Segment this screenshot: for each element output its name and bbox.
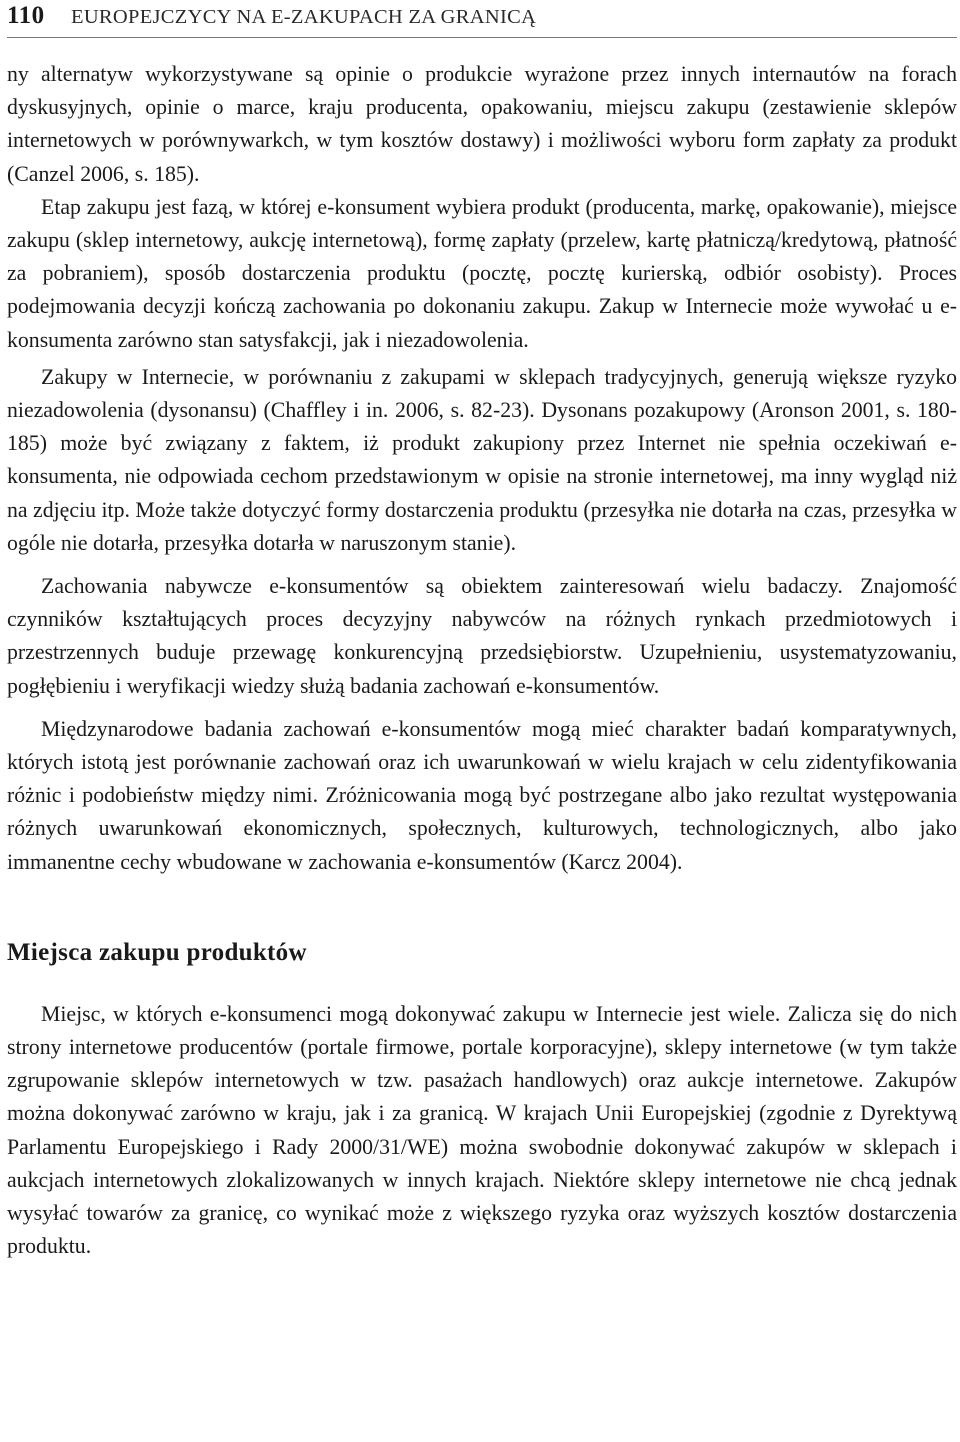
body-text — [7, 58, 957, 879]
book-page — [7, 0, 957, 1264]
running-header — [7, 0, 957, 38]
paragraph-dissonance: Zakupy w Internecie, w porównaniu z zakupami w sklepach tradycyjnych, generują większe ryzyko niezadowolenia (dysonansu) (Chaffley i in. 2006, s. 82-23). Dysonans pozakupowy (Aronson 2001, s. 180-185) może być związany z faktem, iż produkt zakupiony przez Internet nie spełnia oczekiwań e-konsumenta, nie odpowiada cechom przedstawionym w opisie na stronie internetowej, ma inny wygląd niż na zdjęciu itp. Może także dotyczyć formy dostarczenia produktu (przesyłka nie dotarła na czas, przesyłka w ogóle nie dotarła, przesyłka dotarła w naruszonym stanie). — [7, 364, 957, 555]
paragraph-purchase-places: Miejsc, w których e-konsumenci mogą dokonywać zakupu w Internecie jest wiele. Zalicza się do nich strony internetowe producentów (portale firmowe, portale korporacyjne), sklepy internetowe (w tym także zgrupowanie sklepów internetowych w tzw. pasażach handlowych) oraz aukcje internetowe. Zakupów można dokonywać zarówno w kraju, jak i za granicą. W krajach Unii Europejskiej (zgodnie z Dyrektywą Parlamentu Europejskiego i Rady 2000/31/WE) można swobodnie dokonywać zakupów w sklepach i aukcjach internetowych zlokalizowanych w innych krajach. Niektóre sklepy internetowe nie chcą jednak wysyłać towarów za granicę, co wynikać może z większego ryzyka oraz wyższych kosztów dostarczenia produktu. — [7, 1001, 957, 1259]
section-heading: Miejsca zakupu produktów — [7, 938, 307, 966]
paragraph-continued: ny alternatyw wykorzystywane są opinie o produkcie wyrażone przez innych internautów na forach dyskusyjnych, opinie o marce, kraju producenta, opakowaniu, miejscu zakupu (zestawienie sklepów internetowych w porównywarkch, w tym kosztów dostawy) i możliwości wyboru form zapłaty za produkt (Canzel 2006, s. 185). — [7, 62, 957, 186]
page-number: 110 — [7, 2, 45, 29]
paragraph-consumer-research: Zachowania nabywcze e-konsumentów są obiektem zainteresowań wielu badaczy. Znajomość czynników kształtujących proces decyzyjny nabywców na różnych rynkach przedmiotowych i przestrzennych buduje przewagę konkurencyjną przedsiębiorstw. Uzupełnieniu, usystematyzowaniu, pogłębieniu i weryfikacji wiedzy służą badania zachowań e-konsumentów. — [7, 574, 957, 698]
section-body — [7, 998, 957, 1264]
running-title: EUROPEJCZYCY NA E-ZAKUPACH ZA GRANICĄ — [71, 6, 537, 28]
paragraph-international-research: Międzynarodowe badania zachowań e-konsumentów mogą mieć charakter badań komparatywnych, których istotą jest porównanie zachowań oraz ich uwarunkowań w wielu krajach w celu zidentyfikowania różnic i podobieństw między nimi. Zróżnicowania mogą być postrzegane albo jako rezultat występowania różnych uwarunkowań ekonomicznych, społecznych, kulturowych, technologicznych, albo jako immanentne cechy wbudowane w zachowania e-konsumentów (Karcz 2004). — [7, 716, 957, 874]
paragraph-purchase-stage: Etap zakupu jest fazą, w której e-konsument wybiera produkt (producenta, markę, opakowanie), miejsce zakupu (sklep internetowy, aukcję internetową), formę zapłaty (przelew, kartę płatniczą/kredytową, płatność za pobraniem), sposób dostarczenia produktu (pocztę, pocztę kurierską, odbiór osobisty). Proces podejmowania decyzji kończą zachowania po dokonaniu zakupu. Zakup w Internecie może wywołać u e-konsumenta zarówno stan satysfakcji, jak i niezadowolenia. — [7, 194, 957, 352]
